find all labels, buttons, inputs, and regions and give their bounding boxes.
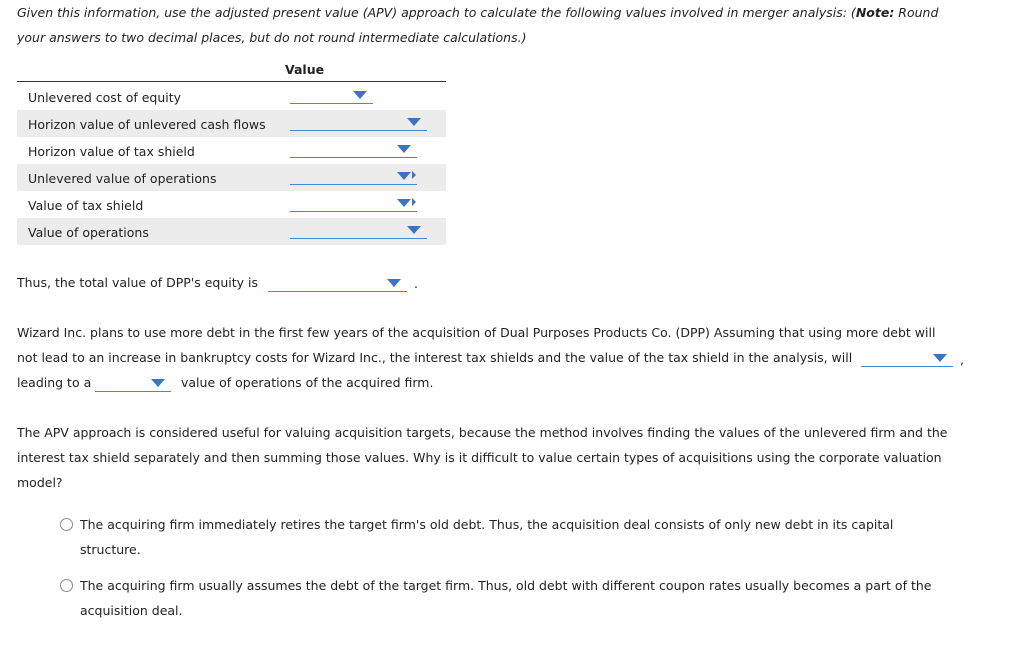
row-label: Unlevered cost of equity — [28, 90, 182, 105]
row-label: Horizon value of tax shield — [28, 144, 195, 159]
row-label: Horizon value of unlevered cash flows — [28, 117, 266, 132]
instructions-line-2: your answers to two decimal places, but do not round intermediate calculations.) — [17, 30, 527, 45]
apv-question: The APV approach is considered useful for valuing acquisition targets, because the method involves finding the values of the unlevered firm and the interest tax shield separately and then summing those values. Why is it difficult to value certain types of acquisitions using the corporate valuation model? — [17, 425, 948, 490]
table-row-horizon-value-unlevered-cash-flows — [17, 110, 446, 137]
value-of-tax-shield-dropdown[interactable] — [290, 193, 417, 212]
sentence-period: . — [414, 276, 418, 291]
option-text: The acquiring firm usually assumes the debt of the target firm. Thus, old debt with different coupon rates usually becomes a part of the acquisition deal. — [80, 578, 932, 618]
unlevered-value-of-operations-dropdown[interactable] — [290, 166, 417, 185]
option-text: The acquiring firm immediately retires the target firm's old debt. Thus, the acquisition deal consists of only new debt in its capital structure. — [80, 517, 894, 557]
instructions — [17, 0, 1007, 50]
radio-button[interactable] — [60, 518, 73, 531]
answer-option-1[interactable] — [60, 512, 940, 562]
wizard-paragraph-line-2: not lead to an increase in bankruptcy costs for Wizard Inc., the interest tax shields and the value of the tax shield in the analysis, will — [17, 350, 853, 365]
comma: , — [960, 352, 964, 367]
wizard-paragraph-line-3-end: value of operations of the acquired firm. — [181, 375, 434, 390]
table-header — [17, 58, 446, 82]
horizon-value-tax-shield-dropdown[interactable] — [290, 139, 417, 158]
tax-shield-change-dropdown[interactable] — [861, 348, 953, 367]
wizard-paragraph-line-3-start: leading to a — [17, 375, 92, 390]
chevron-down-icon — [353, 91, 367, 99]
instructions-line-1: Given this information, use the adjusted present value (APV) approach to calculate the following values involved in merger analysis: ( — [17, 5, 856, 20]
caret-right-icon — [412, 171, 416, 179]
unlevered-cost-of-equity-dropdown[interactable] — [290, 85, 373, 104]
chevron-down-icon — [397, 172, 411, 180]
chevron-down-icon — [387, 279, 401, 287]
chevron-down-icon — [397, 145, 411, 153]
values-table — [17, 58, 446, 245]
table-row-unlevered-value-of-operations — [17, 164, 446, 191]
row-label: Value of operations — [28, 225, 149, 240]
value-of-operations-dropdown[interactable] — [290, 220, 427, 239]
table-row-value-of-tax-shield — [17, 191, 446, 218]
chevron-down-icon — [407, 226, 421, 234]
note-label: Note: — [855, 5, 895, 20]
chevron-down-icon — [933, 354, 947, 362]
row-label: Unlevered value of operations — [28, 171, 217, 186]
answer-option-2[interactable] — [60, 573, 940, 623]
radio-button[interactable] — [60, 579, 73, 592]
caret-right-icon — [412, 198, 416, 206]
equity-value-text: Thus, the total value of DPP's equity is — [17, 275, 259, 290]
horizon-value-unlevered-cash-flows-dropdown[interactable] — [290, 112, 427, 131]
value-column-header: Value — [285, 62, 325, 77]
table-row-horizon-value-tax-shield — [17, 137, 446, 164]
chevron-down-icon — [397, 199, 411, 207]
wizard-paragraph-line-1: Wizard Inc. plans to use more debt in the first few years of the acquisition of Dual Purposes Products Co. (DPP) Assuming that using more debt will — [17, 325, 936, 340]
equity-value-sentence — [17, 275, 258, 290]
instructions-line-1-end: Round — [894, 5, 939, 20]
value-of-operations-change-dropdown[interactable] — [95, 373, 171, 392]
chevron-down-icon — [407, 118, 421, 126]
row-label: Value of tax shield — [28, 198, 144, 213]
table-row-value-of-operations — [17, 218, 446, 245]
chevron-down-icon — [151, 379, 165, 387]
total-equity-value-dropdown[interactable] — [268, 273, 407, 292]
table-row-unlevered-cost-of-equity — [17, 83, 446, 110]
